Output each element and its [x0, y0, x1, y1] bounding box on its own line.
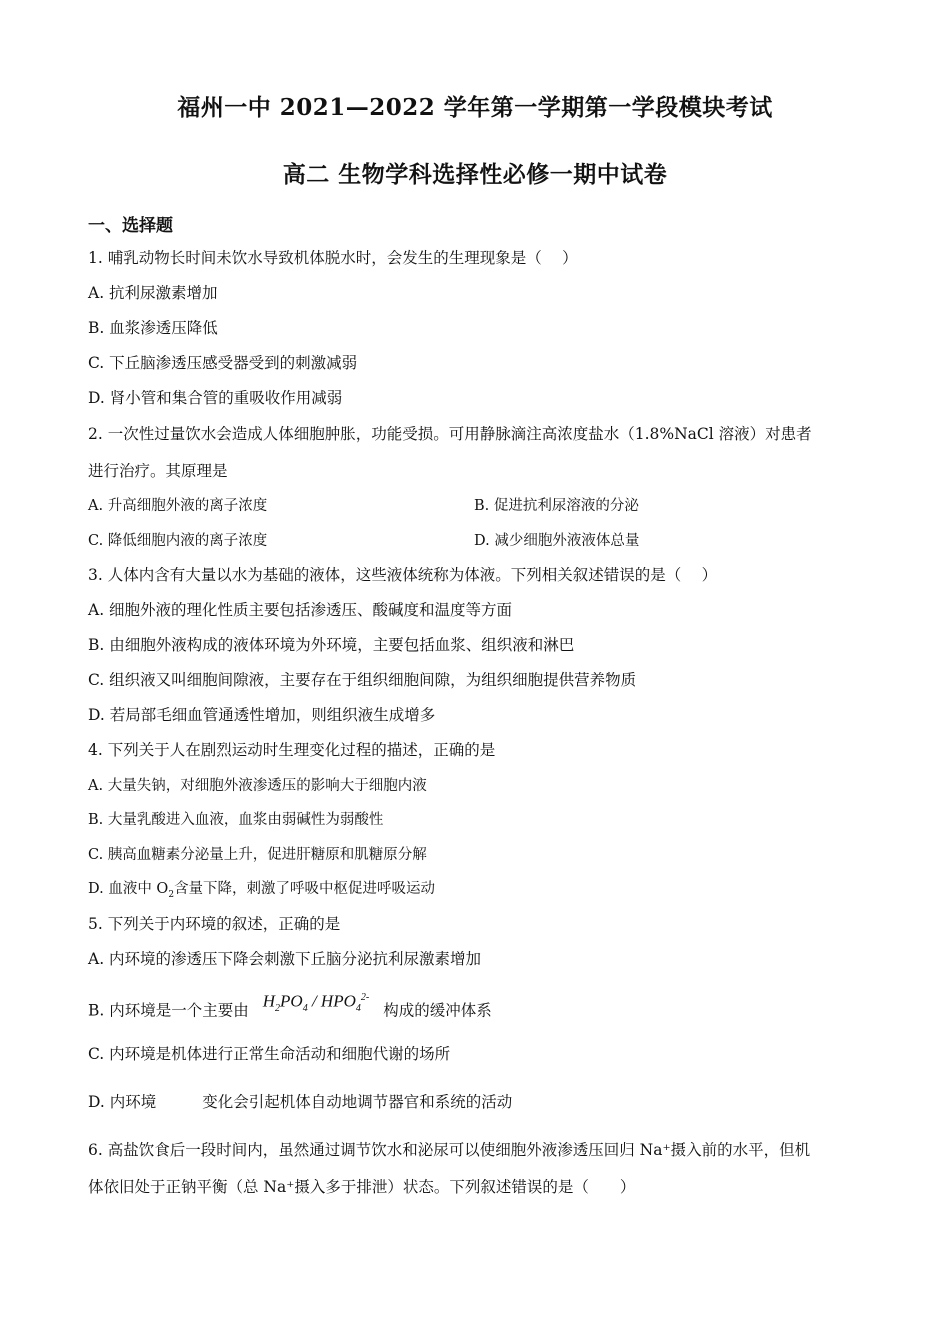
- question-5-option-c: C. 内环境是机体进行正常生命活动和细胞代谢的场所: [88, 1045, 451, 1063]
- question-6-stem-line-1: 6. 高盐饮食后一段时间内，虽然通过调节饮水和泌尿可以使细胞外液渗透压回归 Na⁺摄入前的水平，但机: [88, 1141, 811, 1159]
- question-5-option-d-post: 变化会引起机体自动地调节器官和系统的活动: [202, 1093, 513, 1111]
- question-4-option-d: [88, 879, 435, 905]
- question-5-option-d: [88, 1092, 512, 1112]
- question-6-stem-line-2: 体依旧处于正钠平衡（总 Na⁺摄入多于排泄）状态。下列叙述错误的是（ ）: [88, 1178, 636, 1196]
- question-5-stem: 5. 下列关于内环境的叙述，正确的是: [88, 915, 341, 933]
- question-4-option-b: B. 大量乳酸进入血液，血浆由弱碱性为弱酸性: [88, 812, 384, 828]
- question-3-option-d: D. 若局部毛细血管通透性增加，则组织液生成增多: [88, 706, 436, 724]
- question-3-option-b: B. 由细胞外液构成的液体环境为外环境，主要包括血浆、组织液和淋巴: [88, 636, 575, 654]
- question-3-option-a: A. 细胞外液的理化性质主要包括渗透压、酸碱度和温度等方面: [88, 601, 513, 619]
- question-2-option-b: B. 促进抗利尿溶液的分泌: [474, 498, 639, 514]
- question-3-stem: 3. 人体内含有大量以水为基础的液体，这些液体统称为体液。下列相关叙述错误的是（ ）: [88, 566, 718, 584]
- question-5-option-a: A. 内环境的渗透压下降会刺激下丘脑分泌抗利尿激素增加: [88, 950, 482, 968]
- question-4-option-c: C. 胰高血糖素分泌量上升，促进肝糖原和肌糖原分解: [88, 847, 427, 863]
- buffer-formula: $H_2PO_4 / HPO_4^{2-}$: [262, 991, 370, 1015]
- exam-subtitle: 高二 生物学科选择性必修一期中试卷: [282, 161, 668, 188]
- question-1-option-c: C. 下丘脑渗透压感受器受到的刺激减弱: [88, 354, 358, 372]
- question-3-option-c: C. 组织液又叫细胞间隙液，主要存在于组织细胞间隙，为组织细胞提供营养物质: [88, 671, 637, 689]
- question-2-option-c: C. 降低细胞内液的离子浓度: [88, 533, 268, 549]
- exam-title: 福州一中 2021—2022 学年第一学期第一学段模块考试: [177, 94, 773, 121]
- question-4-option-d-pre: D. 血液中 O: [88, 881, 169, 897]
- question-2-option-d: D. 减少细胞外液液体总量: [474, 533, 640, 549]
- question-1-option-b: B. 血浆渗透压降低: [88, 319, 218, 337]
- question-2-stem-line-1: 2. 一次性过量饮水会造成人体细胞肿胀，功能受损。可用静脉滴注高浓度盐水（1.8%NaCl 溶液）对患者: [88, 425, 812, 443]
- section-heading: 一、选择题: [88, 216, 173, 236]
- question-4-option-d-subscript: 2: [168, 889, 175, 900]
- question-1-option-d: D. 肾小管和集合管的重吸收作用减弱: [88, 389, 343, 407]
- question-5-option-b-pre: B. 内环境是一个主要由: [88, 1001, 249, 1020]
- question-5-option-d-pre: D. 内环境: [88, 1093, 157, 1111]
- question-1-option-a: A. 抗利尿激素增加: [88, 284, 218, 302]
- question-4-option-d-post: 含量下降，刺激了呼吸中枢促进呼吸运动: [174, 881, 436, 897]
- question-4-option-a: A. 大量失钠，对细胞外液渗透压的影响大于细胞内液: [88, 778, 427, 794]
- question-2-option-a: A. 升高细胞外液的离子浓度: [88, 498, 268, 514]
- question-2-stem-line-2: 进行治疗。其原理是: [88, 462, 228, 480]
- question-4-stem: 4. 下列关于人在剧烈运动时生理变化过程的描述，正确的是: [88, 741, 496, 759]
- question-1-stem: 1. 哺乳动物长时间未饮水导致机体脱水时，会发生的生理现象是（ ）: [88, 249, 578, 267]
- question-5-option-b-post: 构成的缓冲体系: [383, 1001, 492, 1020]
- question-5-option-b: [88, 991, 492, 1027]
